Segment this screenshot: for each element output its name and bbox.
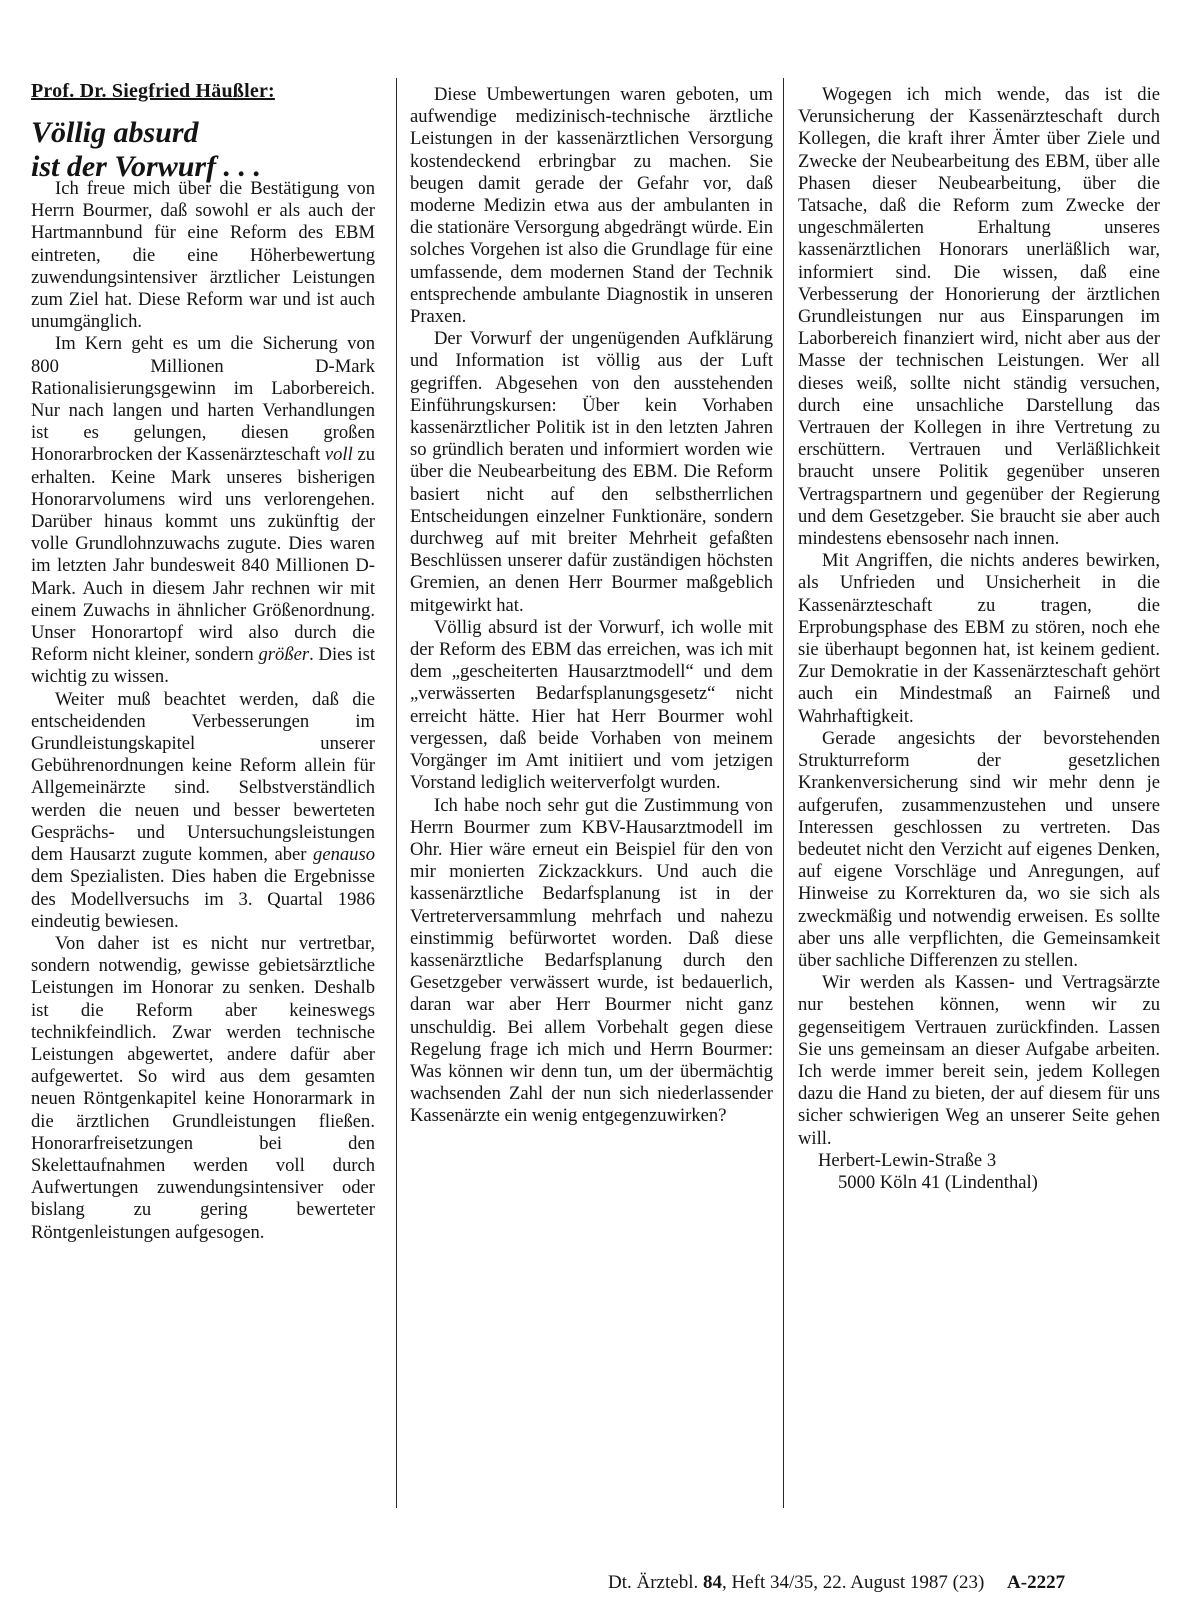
column-3 [798, 84, 1160, 1194]
paragraph: Wir werden als Kassen- und Vertragsärzte nur bestehen können, wenn wir zu gegenseitigem Vertrauen zurückfinden. Lassen Sie uns gemeinsam an dieser Aufgabe arbeiten. Ich werde immer bereit sein, jedem Kollegen dazu die Hand zu bieten, der auf diesem für uns sicher schwierigen Weg an unserer Seite gehen will. [798, 972, 1160, 1149]
paragraph: Weiter muß beachtet werden, daß die entscheidenden Verbesserungen im Grundleistungskapitel unserer Gebührenordnungen keine Reform allein für Allgemeinärzte sind. Selbstverständlich werden die neuen und besser bewerteten Gesprächs- und Untersuchungsleistungen dem Hausarzt zugute kommen, aber genauso dem Spezialisten. Dies haben die Ergebnisse des Modellversuchs im 3. Quartal 1986 eindeutig bewiesen. [31, 688, 375, 932]
page-number: A-2227 [1007, 1572, 1066, 1593]
address-street: Herbert-Lewin-Straße 3 [818, 1149, 997, 1171]
page-footer [608, 1572, 1065, 1594]
journal-name: Dt. Ärztebl. [608, 1572, 699, 1593]
paragraph: Von daher ist es nicht nur vertretbar, sondern notwendig, gewisse gebietsärztliche Leistungen im Honorar zu senken. Deshalb ist die Reform aber keineswegs technikfeindlich. Zwar werden technische Leistungen abgewertet, andere dafür aber aufgewertet. So wird aus dem gesamten neuen Röntgenkapitel keine Honorarmark in die ärztlichen Grundleistungen fließen. Honorarfreisetzungen bei den Skelettaufnahmen werden voll durch Aufwertungen zuwendungsintensiver oder bislang zu gering bewerteter Röntgenleistungen aufgesogen. [31, 932, 375, 1243]
emphasis: genauso [313, 844, 375, 866]
issue-info: , Heft 34/35, 22. August 1987 (23) [721, 1572, 985, 1593]
emphasis: voll [324, 444, 353, 466]
paragraph: Ich habe noch sehr gut die Zustimmung von Herrn Bourmer zum KBV-Hausarztmodell im Ohr. Hier wäre erneut ein Beispiel für den von mir monierten Zickzackkurs. Und auch die kassenärztliche Bedarfsplanung ist in der Vertreterversammlung mehrfach und nahezu einstimmig befürwortet worden. Daß diese kassenärztliche Bedarfsplanung durch den Gesetzgeber verwässert wurde, ist bedauerlich, daran war aber Herr Bourmer nicht ganz unschuldig. Bei allem Vorbehalt gegen diese Regelung frage ich mich und Herrn Bourmer: Was können wir denn tun, um der übermächtig wachsenden Zahl der nun sich niederlassender Kassenärzte ein wenig entgegenzuwirken? [410, 794, 773, 1127]
paragraph: Ich freue mich über die Bestätigung von Herrn Bourmer, daß sowohl er als auch der Hartmannbund für eine Reform des EBM eintreten, die eine Höherbewertung zuwendungsintensiver ärztlicher Leistungen zum Ziel hat. Diese Reform war und ist auch unumgänglich. [31, 178, 375, 333]
column-divider-1 [396, 78, 397, 1508]
paragraph: Im Kern geht es um die Sicherung von 800 Millionen D-Mark Rationalisierungsgewinn im Laborbereich. Nur nach langen und harten Verhandlungen ist es gelungen, diesen großen Honorarbrocken der Kassenärzteschaft voll zu erhalten. Keine Mark unseres bisherigen Honorarvolumens wird uns verlorengehen. Darüber hinaus kommt uns zukünftig der volle Grundlohnzuwachs zugute. Dies waren im letzten Jahr bundesweit 840 Millionen D-Mark. Auch in diesem Jahr rechnen wir mit einem Zuwachs in ähnlicher Größenordnung. Unser Honorartopf wird also durch die Reform nicht kleiner, sondern größer. Dies ist wichtig zu wissen. [31, 333, 375, 688]
column-1 [31, 178, 375, 1244]
emphasis: größer [258, 644, 310, 666]
article-headline [31, 116, 371, 184]
address-city: 5000 Köln 41 (Lindenthal) [838, 1171, 1038, 1193]
column-divider-2 [783, 78, 784, 1508]
paragraph: Völlig absurd ist der Vorwurf, ich wolle mit der Reform des EBM das erreichen, was ich mit dem „gescheiterten Hausarztmodell“ und dem „verwässerten Bedarfsplanungsgesetz“ nicht erreicht hätte. Hier hat Herr Bourmer wohl vergessen, daß beide Vorhaben von meinem Vorgänger im Amt initiiert und vom jetzigen Vorstand lediglich weiterverfolgt wurden. [410, 616, 773, 794]
paragraph: Diese Umbewertungen waren geboten, um aufwendige medizinisch-technische ärztliche Leistungen in der kassenärztlichen Versorgung kostendeckend erbringbar zu machen. Sie beugen damit gerade der Gefahr vor, daß moderne Medizin etwa aus der ambulanten in die stationäre Versorgung abgedrängt würde. Ein solches Vorgehen ist also die Grundlage für eine umfassende, dem modernen Stand der Technik entsprechende ambulante Diagnostik in unseren Praxen. [410, 84, 773, 328]
paragraph: Der Vorwurf der ungenügenden Aufklärung und Information ist völlig aus der Luft gegriffen. Abgesehen von den ausstehenden Einführungskursen: Über kein Vorhaben kassenärztlicher Politik ist in den letzten Jahren so gründlich beraten und informiert worden wie über die Neubearbeitung des EBM. Die Reform basiert nicht auf den selbstherrlichen Entscheidungen einzelner Funktionäre, sondern durchweg auf mit breiter Mehrheit gefaßten Beschlüssen unserer dafür zuständigen höchsten Gremien, an denen Herr Bourmer maßgeblich mitgewirkt hat. [410, 328, 773, 616]
column-2 [410, 84, 773, 1128]
author-name: Prof. Dr. Siegfried Häußler: [31, 80, 275, 102]
paragraph: Wogegen ich mich wende, das ist die Verunsicherung der Kassenärzteschaft durch Kollegen, die kraft ihrer Ämter über Ziele und Zwecke der Neubearbeitung des EBM, über alle Phasen dieser Neubearbeitung, über die Tatsache, daß die Reform zum Zwecke der ungeschmälerten Erhaltung unseres kassenärztlichen Honorars unerläßlich war, informiert sind. Die wissen, daß eine Verbesserung der Honorierung der ärztlichen Grundleistungen nur aus Einsparungen im Laborbereich finanziert wird, nicht aber aus der Masse der technischen Leistungen. Wer all dieses weiß, sollte nicht ständig versuchen, durch eine unsachliche Darstellung das Vertrauen der Kollegen in ihre Vertretung zu erschüttern. Vertrauen und Verläßlichkeit braucht unsere Politik gegenüber unseren Vertragspartnern und gegenüber der Regierung und dem Gesetzgeber. Sie braucht sie aber auch mindestens ebensosehr nach innen. [798, 84, 1160, 550]
paragraph: Gerade angesichts der bevorstehenden Strukturreform der gesetzlichen Krankenversicherung sind wir mehr denn je aufgerufen, zusammenzustehen und unsere Interessen geschlossen zu vertreten. Das bedeutet nicht den Verzicht auf eigenes Denken, auf eigene Vorschläge und Anregungen, auf Hinweise zu Korrekturen da, wo sie sich als zweckmäßig und notwendig erweisen. Es sollte aber uns alle verpflichten, die Gemeinsamkeit über sachliche Differenzen zu stellen. [798, 727, 1160, 971]
headline-line-2: ist der Vorwurf . . . [31, 150, 262, 183]
paragraph: Mit Angriffen, die nichts anderes bewirken, als Unfrieden und Unsicherheit in die Kassenärzteschaft zu tragen, die Erprobungsphase des EBM zu stören, noch ehe sie überhaupt begonnen hat, ist keinem gedient. Zur Demokratie in der Kassenärzteschaft gehört auch ein Mindestmaß an Fairneß und Wahrhaftigkeit. [798, 550, 1160, 727]
journal-volume: 84 [702, 1572, 722, 1593]
headline-line-1: Völlig absurd [31, 116, 199, 149]
